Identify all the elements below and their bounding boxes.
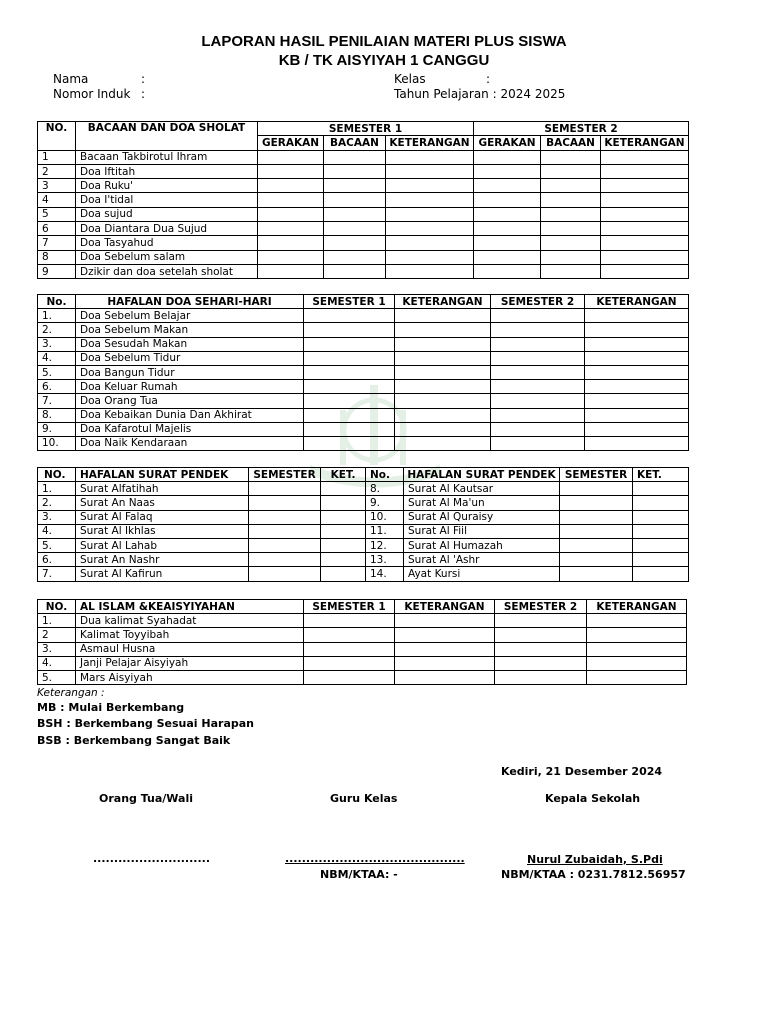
- parent-signature-line: ............................: [93, 852, 211, 865]
- header-no: NO.: [38, 122, 76, 151]
- header-keterangan-2: KETERANGAN: [587, 600, 687, 614]
- table-bacaan-doa-sholat: [37, 121, 689, 279]
- header-hafalan-surat-2: HAFALAN SURAT PENDEK: [404, 468, 560, 482]
- table-row: 4. Doa Sebelum Tidur: [38, 351, 689, 365]
- header-no-2: No.: [366, 468, 404, 482]
- principal-name: Nurul Zubaidah, S.Pdi: [527, 853, 663, 866]
- subheader-gerakan-1: GERAKAN: [258, 136, 324, 150]
- table-row: 8 Doa Sebelum salam: [38, 250, 689, 264]
- principal-label: Kepala Sekolah: [545, 792, 641, 805]
- teacher-nbm: NBM/KTAA: -: [320, 868, 398, 881]
- header-keterangan-2: KETERANGAN: [585, 295, 689, 309]
- kelas-label: Kelas: [394, 72, 426, 86]
- header-semester-2: SEMESTER 2: [495, 600, 587, 614]
- subheader-keterangan-2: KETERANGAN: [601, 136, 689, 150]
- nomor-induk-colon: :: [141, 87, 146, 101]
- table-row: 2. Doa Sebelum Makan: [38, 323, 689, 337]
- header-semester-2: SEMESTER 2: [474, 122, 689, 136]
- table-row: 10. Doa Naik Kendaraan: [38, 436, 689, 450]
- tahun-pelajaran: Tahun Pelajaran : 2024 2025: [394, 87, 566, 101]
- principal-nbm: NBM/KTAA : 0231.7812.56957: [501, 868, 686, 881]
- table-row: 7 Doa Tasyahud: [38, 236, 689, 250]
- legend-label: Keterangan :: [37, 687, 105, 699]
- table-row: 5. Doa Bangun Tidur: [38, 365, 689, 379]
- header-semester-2: SEMESTER 2: [491, 295, 585, 309]
- header-semester-1: SEMESTER 1: [304, 600, 395, 614]
- table-row: 9. Doa Kafarotul Majelis: [38, 422, 689, 436]
- table-row: 4 Doa I'tidal: [38, 193, 689, 207]
- report-title: LAPORAN HASIL PENILAIAN MATERI PLUS SISWA: [201, 33, 567, 50]
- table-row: 3. Asmaul Husna: [38, 642, 687, 656]
- table-row: 3 Doa Ruku': [38, 179, 689, 193]
- table-row: 1. Doa Sebelum Belajar: [38, 309, 689, 323]
- header-semester-2: SEMESTER: [560, 468, 633, 482]
- table-row: 2 Doa Iftitah: [38, 164, 689, 178]
- nomor-induk-label: Nomor Induk: [53, 87, 131, 101]
- table-row: 2. Surat An Naas 9. Surat Al Ma'un: [38, 496, 689, 510]
- school-name: KB / TK AISYIYAH 1 CANGGU: [278, 52, 490, 69]
- table-row: 6. Surat An Nashr 13. Surat Al 'Ashr: [38, 553, 689, 567]
- header-bacaan: BACAAN DAN DOA SHOLAT: [76, 122, 258, 151]
- subheader-keterangan-1: KETERANGAN: [386, 136, 474, 150]
- header-ket-2: KET.: [633, 468, 689, 482]
- table-row: 4. Janji Pelajar Aisyiyah: [38, 656, 687, 670]
- subheader-bacaan-2: BACAAN: [541, 136, 601, 150]
- header-hafalan-doa: HAFALAN DOA SEHARI-HARI: [76, 295, 304, 309]
- teacher-signature-line: ...........................................: [285, 852, 465, 865]
- header-ket: KET.: [321, 468, 366, 482]
- teacher-label: Guru Kelas: [330, 792, 398, 805]
- header-hafalan-surat: HAFALAN SURAT PENDEK: [76, 468, 249, 482]
- subheader-bacaan-1: BACAAN: [324, 136, 386, 150]
- table-row: 9 Dzikir dan doa setelah sholat: [38, 264, 689, 278]
- table-row: 7. Surat Al Kafirun 14. Ayat Kursi: [38, 567, 689, 581]
- legend-mb: MB : Mulai Berkembang: [37, 701, 185, 714]
- header-al-islam: AL ISLAM &KEAISYIYAHAN: [76, 600, 304, 614]
- table-row: 2 Kalimat Toyyibah: [38, 628, 687, 642]
- header-semester-1: SEMESTER 1: [258, 122, 474, 136]
- subheader-gerakan-2: GERAKAN: [474, 136, 541, 150]
- table-row: 6 Doa Diantara Dua Sujud: [38, 222, 689, 236]
- table-row: 4. Surat Al Ikhlas 11. Surat Al Fiil: [38, 524, 689, 538]
- place-date: Kediri, 21 Desember 2024: [501, 765, 663, 778]
- header-semester-1: SEMESTER 1: [304, 295, 395, 309]
- header-keterangan-1: KETERANGAN: [395, 600, 495, 614]
- header-no: NO.: [38, 600, 76, 614]
- table-row: 6. Doa Keluar Rumah: [38, 380, 689, 394]
- header-no: No.: [38, 295, 76, 309]
- table-row: 7. Doa Orang Tua: [38, 394, 689, 408]
- nama-colon: :: [141, 72, 146, 86]
- table-row: 3. Surat Al Falaq 10. Surat Al Quraisy: [38, 510, 689, 524]
- table-al-islam-keaisyiyahan: [37, 599, 687, 685]
- table-row: 1. Dua kalimat Syahadat: [38, 614, 687, 628]
- header-semester: SEMESTER: [249, 468, 321, 482]
- legend-bsh: BSH : Berkembang Sesuai Harapan: [37, 717, 255, 730]
- table-row: 8. Doa Kebaikan Dunia Dan Akhirat: [38, 408, 689, 422]
- table-hafalan-doa-sehari-hari: [37, 294, 689, 451]
- table-row: 5. Mars Aisyiyah: [38, 670, 687, 684]
- nama-label: Nama: [53, 72, 89, 86]
- header-no: NO.: [38, 468, 76, 482]
- header-keterangan-1: KETERANGAN: [395, 295, 491, 309]
- table-row: 1 Bacaan Takbirotul Ihram: [38, 150, 689, 164]
- table-row: 1. Surat Alfatihah 8. Surat Al Kautsar: [38, 482, 689, 496]
- legend-bsb: BSB : Berkembang Sangat Baik: [37, 734, 231, 747]
- table-row: 5. Surat Al Lahab 12. Surat Al Humazah: [38, 538, 689, 552]
- table-row: 3. Doa Sesudah Makan: [38, 337, 689, 351]
- parent-label: Orang Tua/Wali: [99, 792, 194, 805]
- table-hafalan-surat-pendek: [37, 467, 689, 582]
- kelas-colon: :: [486, 72, 491, 86]
- table-row: 5 Doa sujud: [38, 207, 689, 221]
